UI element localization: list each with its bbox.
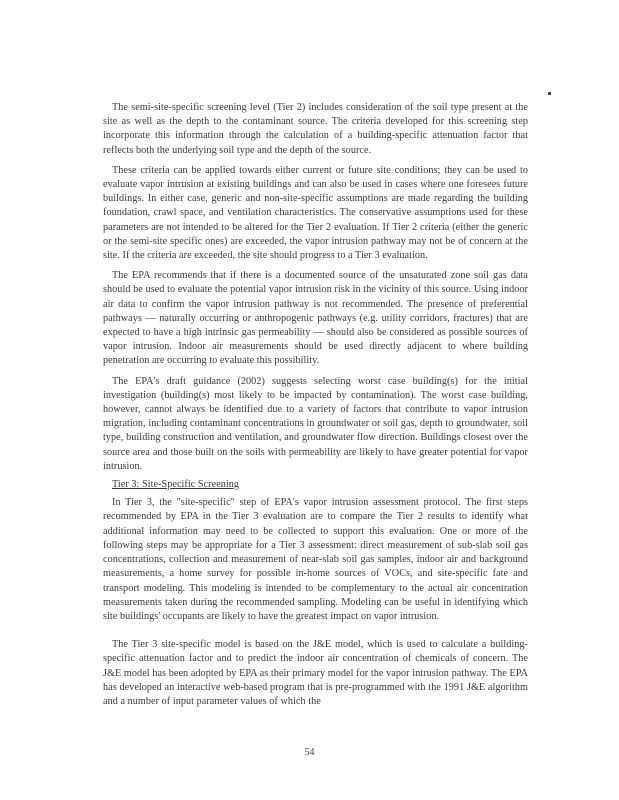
paragraph-tier3-steps: In Tier 3, the "site-specific" step of EPA's vapor intrusion assessment protocol. The first steps recommended by EPA in the Tier 3 evaluation are to compare the Tier 2 results to identify what additional information may need to be collected to support this evaluation. One or more of the following steps may be appropriate for a Tier 3 assessment: direct measurement of sub-slab soil gas concentrations, collection and measurement of near-slab soil gas samples, indoor air and background measurements, a home survey for possible in-home sources of VOCs, and site-specific fate and transport modeling. This modeling is intended to be complementary to the actual air concentration measurements taken during the recommended sampling. Modeling can be useful in identifying which site buildings' occupants are likely to have the greatest impact on vapor intrusion. (103, 497, 528, 622)
paragraph-tier3-model: The Tier 3 site-specific model is based on the J&E model, which is used to calculate a building-specific attenuation factor and to predict the indoor air concentration of chemicals of concern. The J&E model has been adopted by EPA as their primary model for the vapor intrusion pathway. The EPA has developed an interactive web-based program that is pre-programmed with the 1991 J&E algorithm and a number of input parameter values of which the (103, 639, 528, 707)
paragraph-tier2-criteria: These criteria can be applied towards either current or future site conditions; they can be used to evaluate vapor intrusion at existing buildings and can also be used in cases where one foresees future buildings. In either case, generic and non-site-specific assumptions are made regarding the building foundation, crawl space, and ventilation characteristics. The conservative assumptions used for these parameters are not intended to be altered for the Tier 2 evaluation. If Tier 2 criteria (either the generic or the semi-site specific ones) are exceeded, the vapor intrusion pathway may not be of concern at the site. If the criteria are exceeded, the site should progress to a Tier 3 evaluation. (103, 164, 528, 262)
paragraph-worst-case-building: The EPA's draft guidance (2002) suggests selecting worst case building(s) for the initial investigation (building(s) most likely to be impacted by contamination). The worst case building, however, cannot always be identified due to a variety of factors that contribute to vapor intrusion migration, including contaminant concentrations in groundwater or soil gas, depth to groundwater, soil type, building construction and ventilation, and groundwater flow direction. Buildings closest over the source area and those built on the soils with permeability are likely to have greater potential for vapor intrusion. (103, 375, 528, 472)
body-text (103, 101, 528, 709)
page-number: 54 (304, 747, 315, 758)
paragraph-epa-recommendation: The EPA recommends that if there is a documented source of the unsaturated zone soil gas data should be used to evaluate the potential vapor intrusion risk in the vicinity of this source. Using indoor air data to confirm the vapor intrusion pathway is not recommended. The presence of preferential pathways — naturally occurring or anthropogenic pathways (e.g. utility corridors, fractures) that are expected to have a high intrinsic gas permeability — should also be considered as possible sources of vapor intrusion. Indoor air measurements should be used directly adjacent to where building penetration are occurring to evaluate this possibility. (103, 270, 528, 367)
paragraph-tier2-intro: The semi-site-specific screening level (Tier 2) includes consideration of the soil type present at the site as well as the depth to the contaminant source. The criteria developed for this screening step incorporate this information through the calculation of a building-specific attenuation factor that reflects both the underlying soil type and the depth of the source. (103, 102, 528, 156)
scan-mark (548, 92, 551, 95)
section-heading: Tier 3: Site-Specific Screening (112, 479, 240, 491)
